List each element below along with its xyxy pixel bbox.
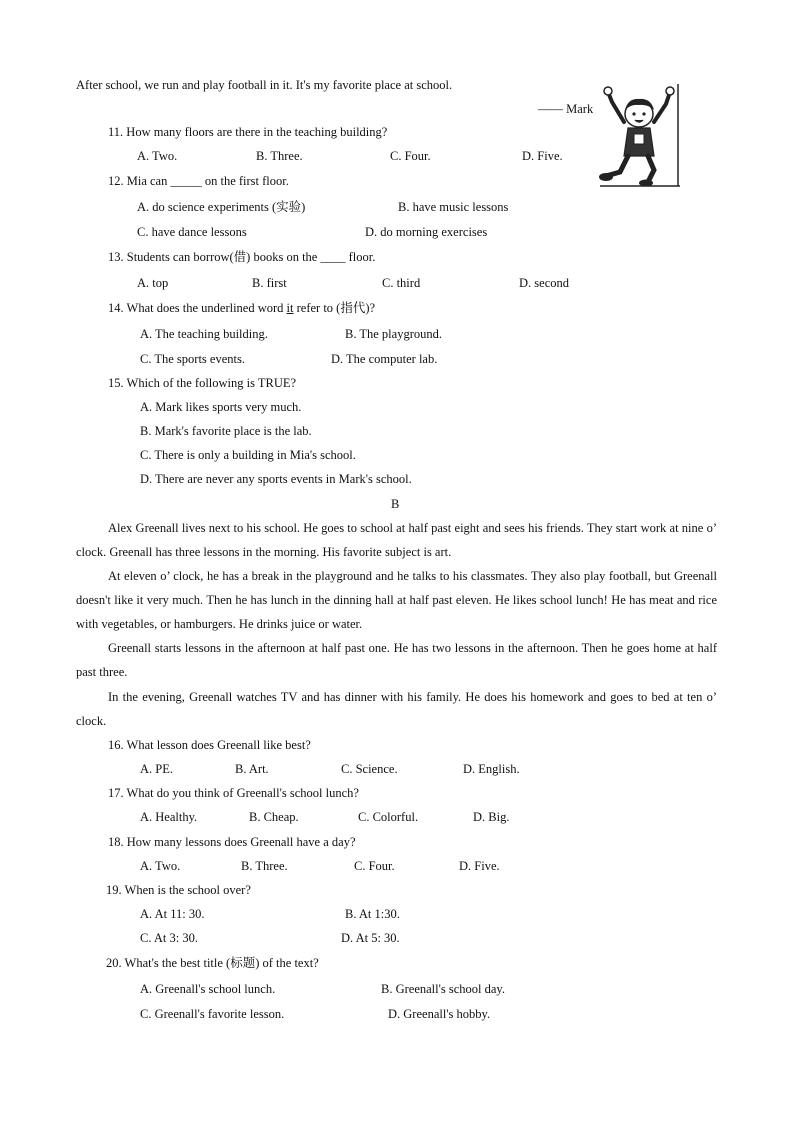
q13-option-c: C. third <box>382 276 421 290</box>
q12-stem: 12. Mia can _____ on the first floor. <box>108 174 289 188</box>
q12-option-c: C. have dance lessons <box>137 225 247 239</box>
q16-option-a: A. PE. <box>140 762 173 776</box>
q14-stem-post: refer to (指代)? <box>293 301 376 315</box>
q18-option-b: B. Three. <box>241 859 288 873</box>
q17-option-b: B. Cheap. <box>249 810 299 824</box>
q18-stem: 18. How many lessons does Greenall have a day? <box>108 835 356 849</box>
q16-option-c: C. Science. <box>341 762 398 776</box>
q16-option-b: B. Art. <box>235 762 269 776</box>
q19-option-b: B. At 1:30. <box>345 907 400 921</box>
q14-option-d: D. The computer lab. <box>331 352 438 366</box>
q11-option-a: A. Two. <box>137 149 178 163</box>
q15-option-b: B. Mark's favorite place is the lab. <box>140 424 312 438</box>
q15-stem: 15. Which of the following is TRUE? <box>108 376 297 390</box>
q19-option-d: D. At 5: 30. <box>341 931 400 945</box>
q20-option-b: B. Greenall's school day. <box>381 982 505 996</box>
q20-stem: 20. What's the best title (标题) of the text? <box>106 956 319 970</box>
section-b-paragraph-1: Alex Greenall lives next to his school. He goes to school at half past eight and sees his friends. They start work at nine o’ clock. Greenall has three lessons in the morning. His favorite subject is art. <box>76 521 717 559</box>
q12-option-a: A. do science experiments (实验) <box>137 200 306 214</box>
q18-option-c: C. Four. <box>354 859 395 873</box>
q17-stem: 17. What do you think of Greenall's school lunch? <box>108 786 359 800</box>
q14-stem <box>108 300 375 316</box>
q16-option-d: D. English. <box>463 762 520 776</box>
q17-option-a: A. Healthy. <box>140 810 198 824</box>
q11-option-b: B. Three. <box>256 149 303 163</box>
section-b-heading: B <box>391 497 400 511</box>
q11-option-c: C. Four. <box>390 149 431 163</box>
section-b-paragraph-3: Greenall starts lessons in the afternoon at half past one. He has two lessons in the afternoon. Then he goes home at half past three. <box>76 641 717 679</box>
section-b-paragraph-4: In the evening, Greenall watches TV and has dinner with his family. He does his homework and goes to bed at ten o’ clock. <box>76 690 717 728</box>
q18-option-d: D. Five. <box>459 859 500 873</box>
q12-option-d: D. do morning exercises <box>365 225 488 239</box>
q13-option-d: D. second <box>519 276 569 290</box>
q13-option-a: A. top <box>137 276 169 290</box>
q14-stem-pre: 14. What does the underlined word <box>108 301 287 315</box>
q15-option-d: D. There are never any sports events in Mark's school. <box>140 472 412 486</box>
passage-a-signature: —— Mark <box>538 102 594 116</box>
q20-option-a: A. Greenall's school lunch. <box>140 982 276 996</box>
q18-option-a: A. Two. <box>140 859 181 873</box>
q20-option-d: D. Greenall's hobby. <box>388 1007 491 1021</box>
q11-stem: 11. How many floors are there in the teaching building? <box>108 125 388 139</box>
q20-option-c: C. Greenall's favorite lesson. <box>140 1007 285 1021</box>
cheering-boy-illustration <box>598 82 682 188</box>
section-b-paragraph-2: At eleven o’ clock, he has a break in the playground and he talks to his classmates. They also play football, but Greenall doesn't like it very much. Then he has lunch in the dinning hall at half past eleven. He likes school lunch! He has meat and rice with vegetables, or hamburgers. He drinks juice or water. <box>76 569 717 631</box>
q11-option-d: D. Five. <box>522 149 563 163</box>
q14-option-b: B. The playground. <box>345 327 442 341</box>
passage-a-last-line: After school, we run and play football in it. It's my favorite place at school. <box>76 78 453 92</box>
q17-option-c: C. Colorful. <box>358 810 419 824</box>
q19-option-a: A. At 11: 30. <box>140 907 205 921</box>
q13-option-b: B. first <box>252 276 287 290</box>
q17-option-d: D. Big. <box>473 810 510 824</box>
q12-option-b: B. have music lessons <box>398 200 509 214</box>
q14-option-c: C. The sports events. <box>140 352 245 366</box>
q14-option-a: A. The teaching building. <box>140 327 268 341</box>
q19-stem: 19. When is the school over? <box>106 883 251 897</box>
q14-underlined-word: it <box>286 301 294 315</box>
q19-option-c: C. At 3: 30. <box>140 931 198 945</box>
q13-stem: 13. Students can borrow(借) books on the ____ floor. <box>108 250 376 264</box>
q15-option-c: C. There is only a building in Mia's school. <box>140 448 356 462</box>
q16-stem: 16. What lesson does Greenall like best? <box>108 738 311 752</box>
q15-option-a: A. Mark likes sports very much. <box>140 400 302 414</box>
